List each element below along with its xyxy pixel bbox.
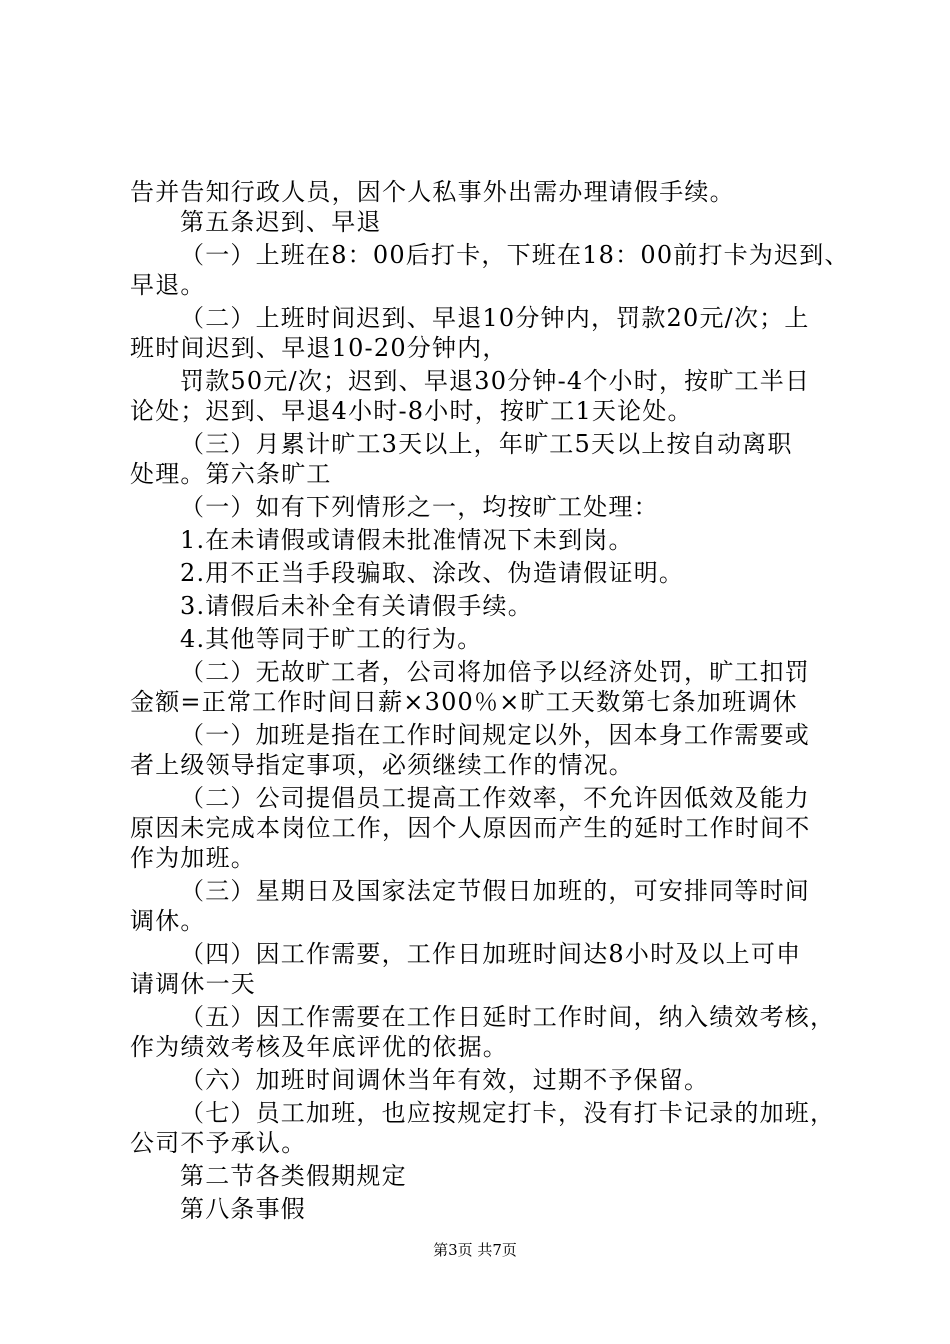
text-line-4: 早退。 <box>130 271 206 299</box>
text-line-19: 者上级领导指定事项，必须继续工作的情况。 <box>130 751 634 779</box>
text-line-20: （二）公司提倡员工提高工作效率，不允许因低效及能力 <box>180 784 810 812</box>
text-line-31: 公司不予承认。 <box>130 1129 307 1157</box>
list-item-4: 4.其他等同于旷工的行为。 <box>180 625 483 653</box>
list-item-1: 1.在未请假或请假未批准情况下未到岗。 <box>180 526 634 554</box>
text-line-10: 处理。第六条旷工 <box>130 460 332 488</box>
text-line-7: 罚款50元/次；迟到、早退30分钟-4个小时，按旷工半日 <box>180 367 811 395</box>
text-line-8: 论处；迟到、早退4小时-8小时，按旷工1天论处。 <box>130 397 693 425</box>
page-footer: 第3页 共7页 <box>433 1241 517 1259</box>
text-line-30: （七）员工加班，也应按规定打卡，没有打卡记录的加班， <box>180 1099 836 1127</box>
text-line-9: （三）月累计旷工3天以上，年旷工5天以上按自动离职 <box>180 430 793 458</box>
list-item-3: 3.请假后未补全有关请假手续。 <box>180 592 533 620</box>
text-line-23: （三）星期日及国家法定节假日加班的，可安排同等时间 <box>180 877 810 905</box>
list-item-2: 2.用不正当手段骗取、涂改、伪造请假证明。 <box>180 559 685 587</box>
article-8-heading: 第八条事假 <box>180 1195 306 1223</box>
text-line-26: 请调休一天 <box>130 970 256 998</box>
text-line-27: （五）因工作需要在工作日延时工作时间，纳入绩效考核， <box>180 1003 836 1031</box>
text-line-24: 调休。 <box>130 907 206 935</box>
text-line-11: （一）如有下列情形之一，均按旷工处理： <box>180 493 659 521</box>
text-line-18: （一）加班是指在工作时间规定以外，因本身工作需要或 <box>180 721 810 749</box>
article-5-heading: 第五条迟到、早退 <box>180 208 382 236</box>
text-line-1: 告并告知行政人员，因个人私事外出需办理请假手续。 <box>130 178 735 206</box>
text-line-29: （六）加班时间调休当年有效，过期不予保留。 <box>180 1066 710 1094</box>
text-line-25: （四）因工作需要，工作日加班时间达8小时及以上可申 <box>180 940 802 968</box>
text-line-17: 金额=正常工作时间日薪×300％×旷工天数第七条加班调休 <box>130 688 798 716</box>
text-line-5: （二）上班时间迟到、早退10分钟内，罚款20元/次；上 <box>180 304 810 332</box>
section-2-heading: 第二节各类假期规定 <box>180 1162 407 1190</box>
text-line-28: 作为绩效考核及年底评优的依据。 <box>130 1033 508 1061</box>
text-line-6: 班时间迟到、早退10-20分钟内， <box>130 334 508 362</box>
text-line-22: 作为加班。 <box>130 844 256 872</box>
text-line-21: 原因未完成本岗位工作，因个人原因而产生的延时工作时间不 <box>130 814 811 842</box>
text-line-16: （二）无故旷工者，公司将加倍予以经济处罚，旷工扣罚 <box>180 658 810 686</box>
text-line-3: （一）上班在8：00后打卡，下班在18：00前打卡为迟到、 <box>180 241 850 269</box>
